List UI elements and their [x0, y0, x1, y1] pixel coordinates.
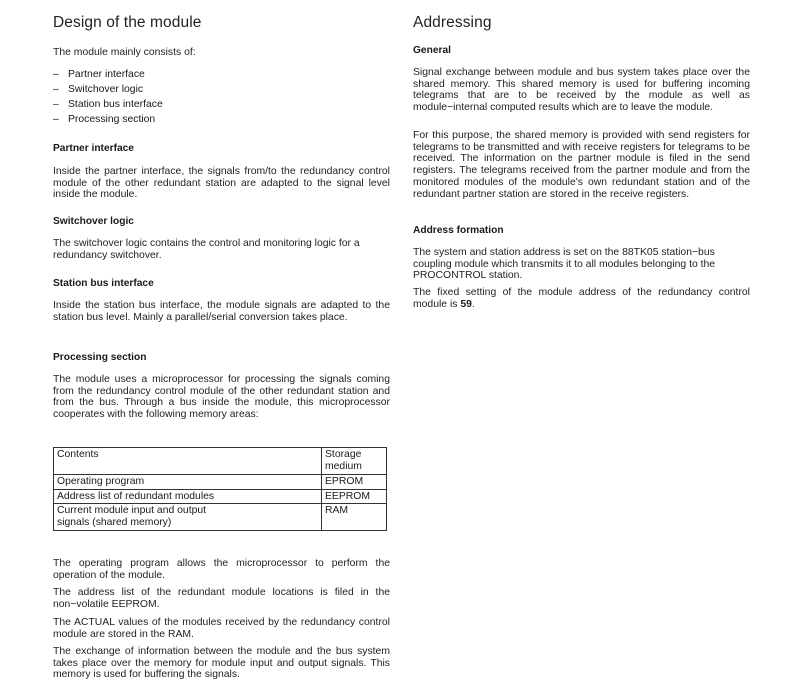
list-item: – Switchover logic [53, 82, 390, 97]
right-title: Addressing [413, 14, 492, 31]
table-header-cell: Storage medium [322, 448, 387, 475]
section-heading-station-bus-interface: Station bus interface [53, 278, 154, 289]
section-heading-general: General [413, 45, 451, 56]
section-heading-address-formation: Address formation [413, 225, 504, 236]
partner-interface-text: Inside the partner interface, the signals from/to the redundancy control module of the other redundant station are adapted to the signal level inside the module. [53, 166, 390, 201]
fixed-setting-prefix: The fixed setting of the module address of the redundancy control module is [413, 287, 750, 310]
operating-program-text: The operating program allows the microprocessor to perform the operation of the module. [53, 558, 390, 581]
component-list [53, 67, 390, 127]
general-text-1: Signal exchange between module and bus system takes place over the shared memory. This shared memory is used for buffering incoming telegrams that are to be received by the module as well as module−internal computed results which are to leave the module. [413, 67, 750, 114]
switchover-logic-text: The switchover logic contains the control and monitoring logic for a redundancy switchover. [53, 238, 360, 261]
table-header-cell: Contents [54, 448, 322, 475]
processing-section-text: The module uses a microprocessor for processing the signals coming from the redundancy control module of the other redundant station and from the bus. Through a bus inside the module, this microprocessor cooperates with the following memory areas: [53, 374, 390, 421]
table-cell: Current module input and output signals (shared memory) [54, 504, 322, 530]
table-cell: EPROM [322, 475, 387, 490]
exchange-info-text: The exchange of information between the module and the bus system takes place over the memory for module input and output signals. This memory is used for buffering the signals. [53, 646, 390, 681]
left-title: Design of the module [53, 14, 202, 31]
section-heading-processing-section: Processing section [53, 352, 147, 363]
table-cell: EEPROM [322, 489, 387, 504]
list-item: – Station bus interface [53, 97, 390, 112]
table-header-row [54, 448, 387, 475]
station-bus-interface-text: Inside the station bus interface, the module signals are adapted to the station bus level. Mainly a parallel/serial conversion takes place. [53, 300, 390, 323]
general-text-2: For this purpose, the shared memory is provided with send registers for telegrams to be transmitted and with receive registers for telegrams to be received. The information on the partner module is filed in the send registers. The telegrams received from the partner module and from the monitored modules of the module's own redundant station and of the redundant partner station are stored in the receive registers. [413, 130, 750, 200]
table-cell: RAM [322, 504, 387, 530]
table-cell: Operating program [54, 475, 322, 490]
list-item: – Partner interface [53, 67, 390, 82]
address-list-text: The address list of the redundant module locations is filed in the non−volatile EEPROM. [53, 587, 390, 610]
table-row [54, 504, 387, 530]
fixed-setting-text [413, 287, 750, 310]
table-row [54, 475, 387, 490]
section-heading-partner-interface: Partner interface [53, 143, 134, 154]
table-cell: Address list of redundant modules [54, 489, 322, 504]
list-item: – Processing section [53, 112, 390, 127]
fixed-setting-suffix: . [471, 298, 475, 310]
table-row [54, 489, 387, 504]
intro-text: The module mainly consists of: [53, 47, 196, 58]
address-formation-text: The system and station address is set on the 88TK05 station−bus coupling module which transmits it to all modules belonging to the PROCONTROL station. [413, 247, 716, 282]
module-address-value: 59 [460, 298, 472, 310]
actual-values-text: The ACTUAL values of the modules received by the redundancy control module are stored in the RAM. [53, 617, 390, 640]
memory-areas-table [53, 447, 387, 531]
section-heading-switchover-logic: Switchover logic [53, 216, 134, 227]
